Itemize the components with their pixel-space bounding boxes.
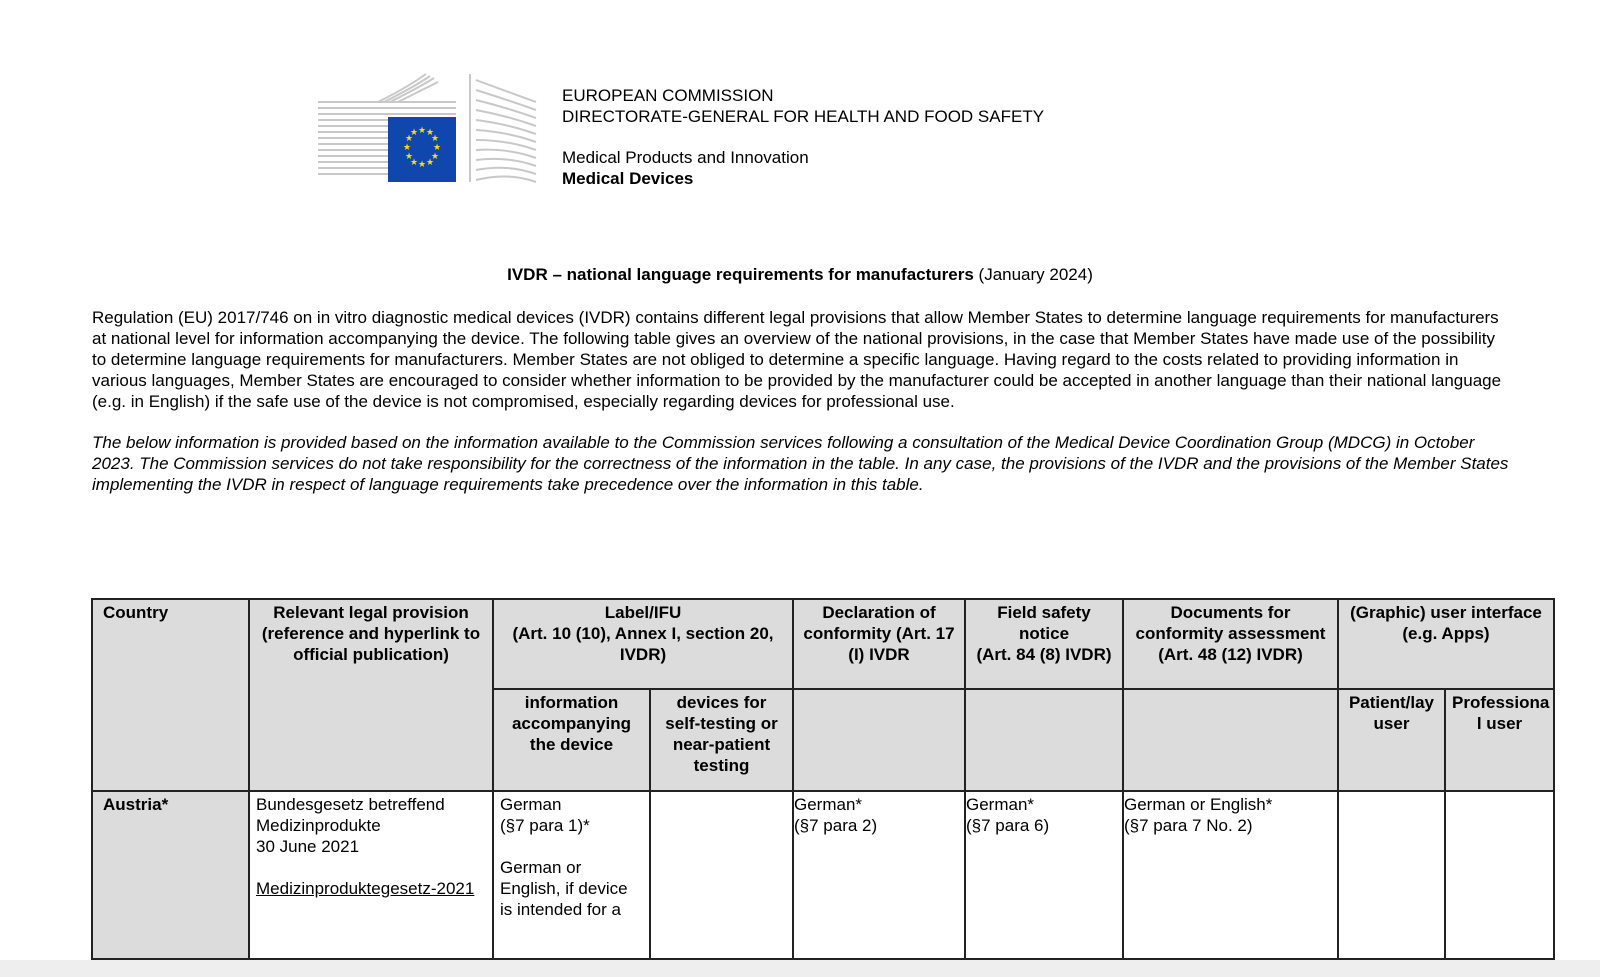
fsn-reference: (Art. 84 (8) IVDR) [976,645,1112,664]
organisation-header [562,85,1044,189]
professional-user-cell [1445,791,1554,959]
title-date: (January 2024) [978,265,1093,284]
svg-text:★: ★ [404,152,414,162]
fsn-language: German* [966,795,1035,814]
label-ifu-title: Label/IFU [604,603,682,622]
svg-text:★: ★ [417,160,427,170]
subcol-self-testing: devices for self-testing or near-patient testing [650,689,793,791]
docs-language: German or English* [1124,795,1273,814]
subcol-docs-empty [1123,689,1338,791]
legal-hyperlink[interactable]: Medizinproduktegesetz-2021 [256,879,475,898]
col-country: Country [92,599,249,791]
svg-text:★: ★ [425,158,435,168]
svg-text:★: ★ [425,128,435,138]
info-language: German [500,795,562,814]
legal-provision-cell [249,791,493,959]
directorate-general: DIRECTORATE-GENERAL FOR HEALTH AND FOOD SAFETY [562,107,1045,126]
svg-text:★: ★ [409,128,419,138]
fsn-title: Field safety notice [997,603,1091,643]
title-main: IVDR – national language requirements for manufacturers [507,265,974,284]
svg-text:★: ★ [402,143,412,153]
info-reference: (§7 para 1)* [500,816,590,835]
country-cell: Austria* [92,791,249,959]
col-user-interface: (Graphic) user interface (e.g. Apps) [1338,599,1554,689]
self-testing-cell [650,791,793,959]
language-requirements-table [91,598,1555,960]
col-field-safety [965,599,1123,689]
field-safety-cell [965,791,1123,959]
svg-text:★: ★ [417,126,427,136]
document-title [0,265,1600,285]
docs-reference: (§7 para 7 No. 2) [1124,816,1253,835]
header-row [92,599,1554,689]
viewer-bottom-edge [0,960,1600,977]
legal-line: 30 June 2021 [256,837,360,856]
logo-lines-right [470,74,536,182]
col-conformity-documents: Documents for conformity assessment (Art. 48 (12) IVDR) [1123,599,1338,689]
disclaimer-paragraph: The below information is provided based on the information available to the Commission services following a consultation of the Medical Device Coordination Group (MDCG) in October 2023. The Commission services do not take responsibility for the correctness of the information in the table. In any case, the provisions of the IVDR and the provisions of the Member States implementing the IVDR in respect of language requirements take precedence over the information in this table. [92,433,1509,494]
conformity-documents-cell [1123,791,1338,959]
declaration-reference: (§7 para 2) [794,816,878,835]
declaration-language: German* [794,795,863,814]
col-legal-provision: Relevant legal provision (reference and hyperlink to official publication) [249,599,493,791]
info-extra: German or English, if device is intended for a [500,858,628,919]
svg-text:★: ★ [432,143,442,153]
subcol-patient-user: Patient/lay user [1338,689,1445,791]
declaration-cell [793,791,965,959]
subcol-information-accompanying: information accompanying the device [493,689,650,791]
information-accompanying-cell [493,791,650,959]
sector-name: Medical Devices [562,169,694,188]
legal-line: Medizinprodukte [256,816,381,835]
intro-paragraph: Regulation (EU) 2017/746 on in vitro diagnostic medical devices (IVDR) contains different legal provisions that allow Member States to determine language requirements for manufacturers at national level for information accompanying the device. The following table gives an overview of the national provisions, in the case that Member States have made use of the possibility to determine language requirements for manufacturers. Member States are not obliged to determine a specific language. Having regard to the costs related to providing information in various languages, Member States are encouraged to consider whether information to be provided by the manufacturer could be accepted in another language than their national language (e.g. in English) if the safe use of the device is not compromised, especially regarding devices for professional use. [92,308,1502,411]
col-declaration: Declaration of conformity (Art. 17 (I) IVDR [793,599,965,689]
col-label-ifu [493,599,793,689]
label-ifu-reference: (Art. 10 (10), Annex I, section 20, IVDR) [512,624,774,664]
unit-name: Medical Products and Innovation [562,148,809,167]
eu-commission-logo [318,72,540,187]
subcol-fsn-empty [965,689,1123,791]
patient-user-cell [1338,791,1445,959]
org-name: EUROPEAN COMMISSION [562,86,774,105]
fsn-reference-value: (§7 para 6) [966,816,1050,835]
svg-text:★: ★ [430,134,440,144]
svg-text:★: ★ [404,134,414,144]
svg-text:★: ★ [409,158,419,168]
svg-text:★: ★ [430,152,440,162]
table-row [92,791,1554,959]
legal-line: Bundesgesetz betreffend [256,795,445,814]
subcol-declaration-empty [793,689,965,791]
subcol-professional-user: Professiona l user [1445,689,1554,791]
